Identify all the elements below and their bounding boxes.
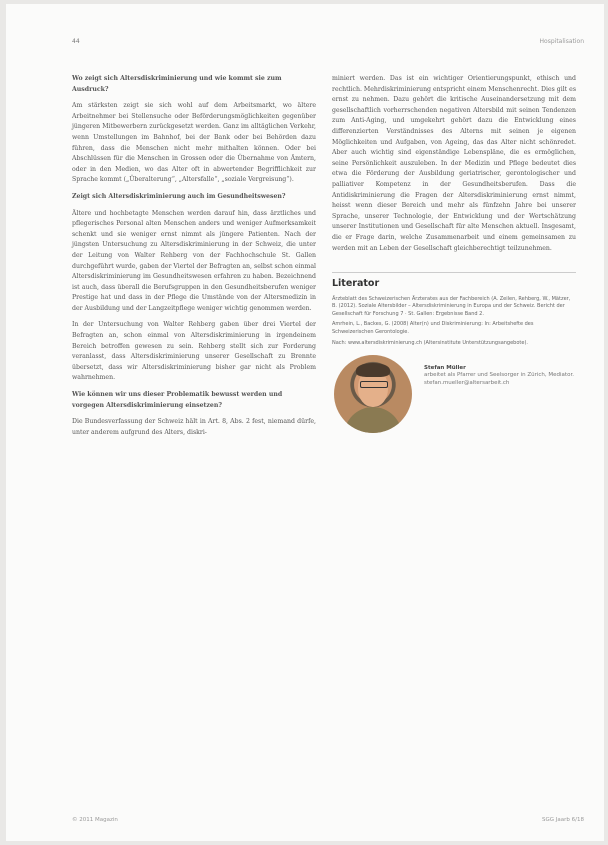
- question-heading: Zeigt sich Altersdiskriminierung auch im Gesundheitswesen?: [72, 192, 286, 200]
- right-column-text: [332, 74, 576, 254]
- literature-entry: Nach: www.altersdiskriminierung.ch (Altersinstitute Unterstützungsangebote).: [332, 339, 528, 346]
- page: [6, 4, 604, 841]
- right-column: [332, 74, 576, 425]
- literature-heading: Literator: [332, 272, 576, 290]
- page-number: 44: [72, 38, 80, 45]
- author-name: Stefan Müller: [424, 365, 466, 372]
- author-box: [332, 355, 576, 425]
- paragraph: In der Untersuchung von Walter Rehberg gaben über drei Viertel der Befragten an, schon einmal von Altersdiskriminierung in irgendeinem Bereich betroffen gewesen zu sein. Rehberg stellt sich zur Forderung veranlasst, dass Altersdiskriminierung unserer Gesellschaft zu Brennte übersetzt, dass wir Altersdiskriminierung bisher gar nicht als Problem wahrnehmen.: [72, 321, 316, 382]
- paragraph: Am stärksten zeigt sie sich wohl auf dem Arbeitsmarkt, wo ältere Arbeitnehmer bei Stellensuche oder Beförderungsmöglichkeiten gegenüber jüngeren Mitbewerbern zurückgesetzt werden. Ganz im alltäglichen Verkehr, wenn Umstellungen im Bahnhof, bei der Bank oder bei Behörden dazu führen, dass die Menschen nicht mehr mithalten können. Oder bei Abschlüssen für die Menschen in Grossen oder die Übernahme von Ämtern, oder in den Medien, wo das Alter oft in abwertender Begrifflichkeit zur Sprache kommt („Überalterung“, „Altersfalle“, „soziale Vergreisung“).: [72, 102, 316, 184]
- author-description: arbeitet als Pfarrer und Seelsorger in Zürich, Mediator. stefan.mueller@altersarbeit.ch: [424, 372, 574, 387]
- footer-left: © 2011 Magazin: [72, 817, 118, 823]
- author-avatar: [334, 355, 412, 433]
- literature-entry: Amrhein, L., Backes, G. (2008) Alter(n) und Diskriminierung: In: Arbeitshefte des Schweizerischen Gerontologie.: [332, 321, 534, 336]
- question-heading: Wo zeigt sich Altersdiskriminierung und wie kommt sie zum Ausdruck?: [72, 75, 282, 93]
- footer-right: SGG Jaarb 6/18: [542, 817, 584, 823]
- section-title: Hospitalisation: [539, 38, 584, 45]
- paragraph: Die Bundesverfassung der Schweiz hält in Art. 8, Abs. 2 fest, niemand dürfe, unter anderem aufgrund des Alters, diskri-: [72, 418, 316, 436]
- paragraph: miniert werden. Das ist ein wichtiger Orientierungspunkt, ethisch und rechtlich. Mehrdiskriminierung entspricht einem Menschenrecht. Dies gilt es ernst zu nehmen. Dazu gehört die kritische Auseinandersetzung mit dem gesellschaftlich vorherrschenden negativen Altersbild mit seinen Tendenzen zum Anti-Aging, und umgekehrt gehört dazu die Entwicklung eines differenzierten Verständnisses des Alterns mit seinen je eigenen Möglichkeiten und Aufgaben, von Ageing, das das Alter nicht schönredet. Aber auch wichtig sind eigenständige Lebenspläne, die es ermöglichen, seine Persönlichkeit auszuleben. In der Medizin und Pflege bedeutet dies etwa die Förderung der Ausbildung geriatrischer, gerontologischer und palliativer Kompetenz in der Gesundheitsberufen. Dass die Antidiskriminierung die Fragen der Altersdiskriminierung ernst nimmt, heisst wenn dieser Bereich und mehr als fünfzehn Jahre bei unserer Sprache, unserer Technologie, der Entwicklung und der Wertschätzung unserer Institutionen und Gesellschaft für alte Menschen aktuell. Insgesamt, die er Frage darin, welche Zusammenarbeit und einem gemeinsamen zu werden mit an Leben der Gesellschaft gleichberechtigt teilzunehmen.: [332, 75, 576, 252]
- literature-entry: Ärzteblatt des Schweizerischen Ärzterates aus der Fachbereich (A. Zeilen, Rehberg, W., Mätzer, B. (2012). Soziale Altersbilder – Altersdiskriminierung in Europa und der Schweiz. Bericht der Gesellschaft für Forschung 7 · St. Gallen: Ergebnisse Band 2.: [332, 295, 571, 317]
- left-column: [72, 74, 316, 444]
- literature-list: [332, 296, 576, 348]
- question-heading: Wie können wir uns dieser Problematik bewusst werden und vorgegen Altersdiskriminierung einsetzen?: [72, 391, 283, 409]
- paragraph: Ältere und hochbetagte Menschen werden darauf hin, dass ärztliches und pflegerisches Personal alten Menschen anders und weniger Aufmerksamkeit schenkt und sie weniger ernst nimmt als jüngere Patienten. Nach der jüngsten Untersuchung zu Altersdiskriminierung in der Schweiz, die unter der Leitung von Walter Rehberg von der Fachhochschule St. Gallen durchgeführt wurde, gaben der Viertel der Befragten an, selbst schon einmal Altersdiskriminierung im Gesundheitswesen erfahren zu haben. Bezeichnend ist auch, dass überall die Berufsgruppen in den Gesundheitsberufen weniger Prestige hat und dass in der Pflege die Umstände von der Altersmedizin in der Ausbildung und der Langzeitpflege weniger wichtig genommen werden.: [72, 209, 316, 312]
